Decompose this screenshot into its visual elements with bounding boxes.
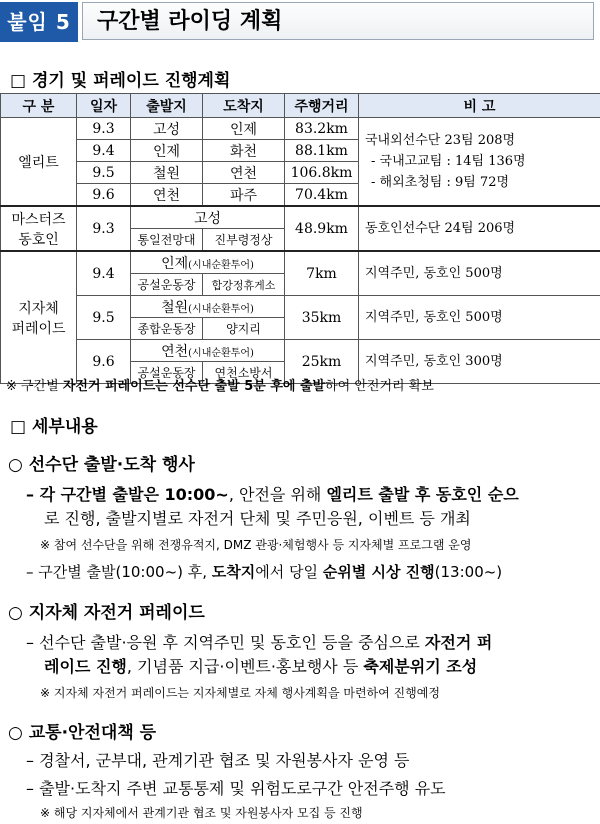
- cell-distance: 70.4km: [285, 184, 359, 207]
- item2-l1a: – 선수단 출발·응원 후 지역주민 및 동호인 등을 중심으로: [26, 633, 425, 652]
- item1-l3d: 순위별 시상 진행: [322, 563, 435, 581]
- item1-note: ※ 참여 선수단을 위해 전쟁유적지, DMZ 관광·체험행사 등 지자체별 프로그램 운영: [40, 538, 472, 552]
- item3-line2: – 출발·도착지 주변 교통통제 및 위험도로구간 안전주행 유도: [26, 779, 446, 798]
- cell-start: 공설운동장: [131, 274, 203, 296]
- cell-start: 연천: [131, 184, 203, 207]
- elite-label: 엘리트: [1, 118, 77, 207]
- table-row: [1, 296, 600, 318]
- cell-date: 9.5: [77, 296, 131, 340]
- footnote-bold: 자전거 퍼레이드는 선수단 출발 5분 후에 출발: [62, 379, 326, 394]
- item2-l2b: , 기념품 지급·이벤트·홍보행사 등: [126, 657, 364, 676]
- cell-end: 양지리: [203, 318, 285, 340]
- cell-date: 9.3: [77, 118, 131, 140]
- cell-start: 인제: [131, 140, 203, 162]
- cell-distance: 35km: [285, 296, 359, 340]
- cell-end: 진부령정상: [203, 229, 285, 252]
- cell-date: 9.4: [77, 140, 131, 162]
- item1-l3a: – 구간별 출발(10:00~) 후,: [26, 563, 212, 581]
- cell-region: 고성: [131, 206, 285, 229]
- elite-note-overseas: - 해외초청팀 : 9팀 72명: [371, 175, 510, 190]
- table-row: [1, 206, 600, 229]
- cell-distance: 106.8km: [285, 162, 359, 184]
- cell-start: 철원: [131, 162, 203, 184]
- section-title-plan: □ 경기 및 퍼레이드 진행계획: [10, 71, 231, 91]
- item1-line3: [26, 561, 502, 582]
- item1-l3c: 에서 당일: [255, 563, 323, 581]
- item2-l2a: 레이드 진행: [44, 657, 127, 676]
- cell-end: 합강정휴게소: [203, 274, 285, 296]
- region-name: 연천: [161, 343, 189, 360]
- cell-start: 고성: [131, 118, 203, 140]
- cell-date: 9.4: [77, 251, 131, 296]
- region-tag: (시내순환투어): [188, 303, 254, 315]
- cell-start: 공설운동장: [131, 362, 203, 384]
- cell-date: 9.3: [77, 206, 131, 251]
- item1-l3b: 도착지: [211, 563, 256, 581]
- cell-date: 9.6: [77, 340, 131, 384]
- cell-region: [131, 296, 285, 318]
- item-title-start-finish: ○ 선수단 출발·도착 행사: [8, 455, 195, 475]
- local-remarks: 지역주민, 동호인 500명: [359, 251, 600, 296]
- cell-distance: 25km: [285, 340, 359, 384]
- region-tag: (시내순환투어): [188, 347, 254, 359]
- cell-end: 화천: [203, 140, 285, 162]
- item2-line1: [26, 630, 492, 653]
- footnote-suffix: 하여 안전거리 확보: [325, 379, 434, 394]
- item3-line1: – 경찰서, 군부대, 관계기관 협조 및 자원봉사자 운영 등: [26, 751, 410, 770]
- item-title-parade: ○ 지자체 자전거 퍼레이드: [8, 603, 205, 623]
- cell-distance: 48.9km: [285, 206, 359, 251]
- masters-label: [1, 206, 77, 251]
- region-name: 인제: [161, 255, 189, 272]
- riding-plan-table: [0, 93, 600, 384]
- local-remarks: 지역주민, 동호인 300명: [359, 340, 600, 384]
- item1-text-b: , 안전을 위해: [228, 485, 327, 504]
- page-header: [0, 0, 600, 46]
- header-end: 도착지: [203, 94, 285, 118]
- item1-bold-c: 엘리트 출발 후 동호인 순으: [326, 485, 519, 504]
- cell-distance: 83.2km: [285, 118, 359, 140]
- cell-distance: 88.1km: [285, 140, 359, 162]
- masters-label-line2: 동호인: [18, 231, 59, 248]
- item3-note: ※ 해당 지자체에서 관계기관 협조 및 자원봉사자 모집 등 진행: [40, 806, 363, 820]
- table-header-row: [1, 94, 600, 118]
- header-date: 일자: [77, 94, 131, 118]
- item1-l3e: (13:00~): [434, 563, 503, 581]
- local-remarks: 지역주민, 동호인 500명: [359, 296, 600, 340]
- local-label-line1: 지자체: [18, 300, 59, 317]
- table-row: [1, 251, 600, 274]
- cell-region: [131, 251, 285, 274]
- cell-date: 9.6: [77, 184, 131, 207]
- page-title: 구간별 라이딩 계획: [82, 2, 594, 40]
- header-remarks: 비 고: [359, 94, 600, 118]
- item2-l1b: 자전거 퍼: [424, 633, 493, 652]
- table-row: [1, 118, 600, 140]
- cell-end: 연천소방서: [203, 362, 285, 384]
- masters-remarks: 동호인선수단 24팀 206명: [359, 206, 600, 251]
- footnote-prefix: ※ 구간별: [6, 379, 63, 394]
- table-row: [1, 340, 600, 362]
- cell-end: 연천: [203, 162, 285, 184]
- header-distance: 주행거리: [285, 94, 359, 118]
- item-title-safety: ○ 교통·안전대책 등: [8, 723, 157, 743]
- attachment-badge: 붙임 5: [0, 2, 78, 42]
- header-category: 구 분: [1, 94, 77, 118]
- cell-distance: 7km: [285, 251, 359, 296]
- cell-region: [131, 340, 285, 362]
- section-title-details: □ 세부내용: [10, 417, 98, 437]
- region-name: 철원: [161, 299, 189, 316]
- local-label-line2: 퍼레이드: [11, 320, 66, 337]
- item1-line2: 로 진행, 출발지별로 자전거 단체 및 주민응원, 이벤트 등 개최: [44, 509, 471, 528]
- cell-date: 9.5: [77, 162, 131, 184]
- cell-end: 파주: [203, 184, 285, 207]
- cell-start: 통일전망대: [131, 229, 203, 252]
- item2-l2c: 축제분위기 조성: [363, 657, 478, 676]
- item2-line2: [44, 654, 477, 677]
- cell-start: 종합운동장: [131, 318, 203, 340]
- masters-label-line1: 마스터즈: [11, 211, 66, 228]
- elite-remarks: [359, 118, 600, 207]
- local-label: [1, 251, 77, 384]
- elite-note-domestic: - 국내고교팀 : 14팀 136명: [371, 154, 526, 169]
- region-tag: (시내순환투어): [188, 259, 254, 271]
- elite-note-total: 국내외선수단 23팀 208명: [365, 133, 516, 148]
- cell-end: 인제: [203, 118, 285, 140]
- header-start: 출발지: [131, 94, 203, 118]
- table-footnote: [6, 375, 434, 394]
- item1-line1: [26, 482, 519, 505]
- item1-bold-a: – 각 구간별 출발은 10:00~: [26, 485, 229, 504]
- item2-note: ※ 지자체 자전거 퍼레이드는 지자체별로 자체 행사계획을 마련하여 진행예정: [40, 686, 440, 700]
